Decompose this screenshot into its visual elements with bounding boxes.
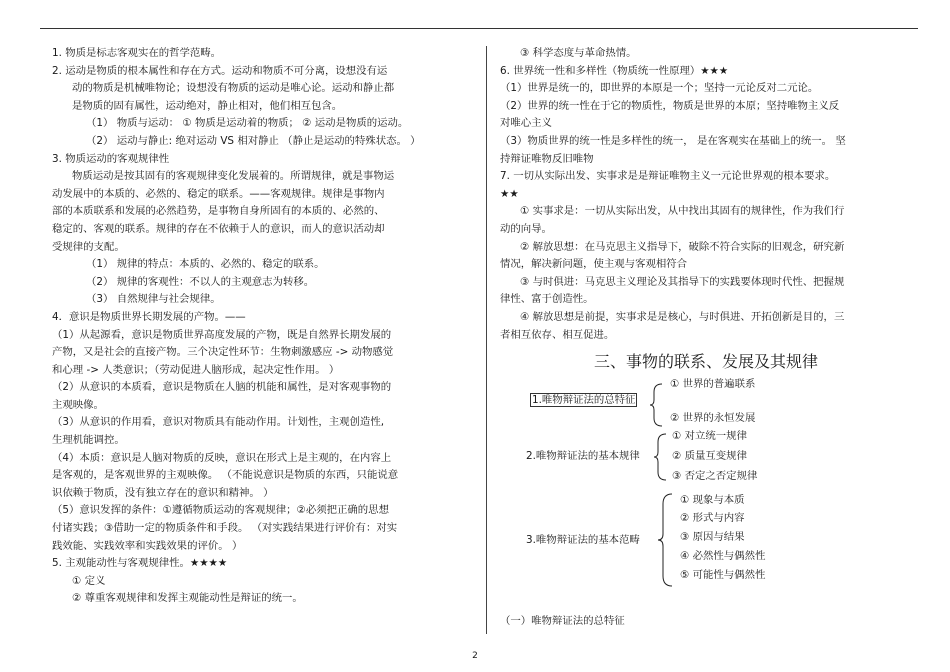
text-line: 情况，解决新问题，使主观与客观相符合: [500, 258, 688, 271]
text-line: ② 解放思想：在马克思主义指导下，破除不符合实际的旧观念，研究新: [520, 240, 845, 253]
text-line: （1）世界是统一的，即世界的本原是一个；坚持一元论反对二元论。: [500, 82, 819, 95]
text-line: 主观映像。: [52, 398, 104, 411]
dialectics-tree: [500, 378, 912, 588]
subsection-title: （一）唯物辩证法的总特征: [500, 615, 625, 627]
text-line: （1） 规律的特点：本质的、必然的、稳定的联系。: [86, 258, 325, 271]
text-line: （2）世界的统一性在于它的物质性，物质是世界的本原；坚持唯物主义反: [500, 99, 840, 112]
text-line: ② 尊重客观规律和发挥主观能动性是辩证的统一。: [72, 592, 303, 605]
text-line: 6. 世界统一性和多样性（物质统一性原理）★★★: [500, 64, 729, 77]
text-line: 3. 物质运动的客观规律性: [52, 152, 170, 165]
text-line: （2）从意识的本质看，意识是物质在人脑的机能和属性，是对客观事物的: [52, 381, 392, 394]
text-line: 产物，又是社会的直接产物。三个决定性环节：生物刺激感应 -> 动物感觉: [52, 346, 394, 359]
section-title: 三、事物的联系、发展及其规律: [593, 352, 818, 372]
page-number: 2: [472, 651, 478, 661]
text-line: 5. 主观能动性与客观规律性。★★★★: [52, 557, 228, 570]
text-line: 物质运动是按其固有的客观规律变化发展着的。所谓规律，就是事物运: [72, 170, 395, 183]
text-line: 7. 一切从实际出发、实事求是是辩证唯物主义一元论世界观的根本要求。: [500, 170, 836, 183]
text-line: 生理机能调控。: [52, 434, 125, 447]
tree-item-2-2: ② 质量互变规律: [672, 450, 747, 463]
text-line: 和心理 -> 人类意识；（劳动促进人脑形成，起决定性作用。 ）: [52, 363, 340, 376]
text-line: （2） 规律的客观性：不以人的主观意志为转移。: [86, 275, 315, 288]
tree-item-3-5: ⑤ 可能性与偶然性: [680, 569, 766, 582]
text-line: （3）物质世界的统一性是多样性的统一， 是在客观实在基础上的统一。 坚: [500, 134, 846, 147]
text-line: （2） 运动与静止: 绝对运动 VS 相对静止 （静止是运动的特殊状态。 ）: [86, 134, 421, 147]
tree-brace-3: [658, 492, 674, 588]
column-divider: [486, 46, 487, 634]
tree-item-3-2: ② 形式与内容: [680, 512, 745, 525]
text-line: ④ 解放思想是前提，实事求是是核心，与时俱进、开拓创新是目的，三: [520, 310, 845, 323]
text-line: （1）从起源看，意识是物质世界高度发展的产物，既是自然界长期发展的: [52, 328, 392, 341]
right-text-lines: [500, 45, 912, 344]
text-line: ★★: [500, 187, 519, 200]
text-line: ③ 科学态度与革命热情。: [520, 47, 637, 59]
text-line: 付诸实践；③借助一定的物质条件和手段。 （对实践结果进行评价有：对实: [52, 522, 398, 535]
tree-brace-2: [654, 432, 668, 482]
text-line: ③ 与时俱进：马克思主义理论及其指导下的实践要体现时代性、把握规: [520, 275, 845, 288]
text-line: 4．意识是物质世界长期发展的产物。——: [52, 310, 246, 323]
tree-item-3-4: ④ 必然性与偶然性: [680, 550, 766, 563]
text-line: （1） 物质与运动： ① 物质是运动着的物质； ② 运动是物质的运动。: [86, 117, 409, 130]
text-line: 稳定的、客观的联系。规律的存在不依赖于人的意识，而人的意识活动却: [52, 222, 385, 235]
text-line: 者相互依存、相互促进。: [500, 328, 615, 341]
left-column: [52, 45, 470, 608]
tree-brace-1: [650, 382, 664, 428]
text-line: 动的物质是机械唯物论；设想没有物质的运动是唯心论。运动和静止都: [72, 82, 395, 95]
text-line: （3） 自然规律与社会规律。: [86, 293, 221, 306]
tree-head-1: 1.唯物辩证法的总特征: [532, 394, 636, 407]
tree-item-2-3: ③ 否定之否定规律: [672, 470, 758, 483]
text-line: 持辩证唯物反旧唯物: [500, 152, 594, 165]
text-line: ① 定义: [72, 574, 106, 587]
text-line: 1. 物质是标志客观实在的哲学范畴。: [52, 47, 222, 59]
tree-item-3-1: ① 现象与本质: [680, 494, 745, 507]
text-line: ① 实事求是：一切从实际出发，从中找出其固有的规律性，作为我们行: [520, 205, 845, 218]
text-line: 识依赖于物质，没有独立存在的意识和精神。 ）: [52, 486, 274, 499]
text-line: （3）从意识的作用看，意识对物质具有能动作用。计划性，主观创造性,: [52, 416, 385, 429]
text-line: （4）本质：意识是人脑对物质的反映，意识在形式上是主观的，在内容上: [52, 451, 392, 464]
text-line: 受规律的支配。: [52, 240, 125, 253]
text-line: 是客观的，是客观世界的主观映像。 （不能说意识是物质的东西，只能说意: [52, 469, 399, 482]
text-line: 动发展中的本质的、必然的、稳定的联系。——客观规律。规律是事物内: [52, 187, 385, 200]
text-line: 动的向导。: [500, 222, 552, 235]
text-line: 对唯心主义: [500, 117, 552, 130]
text-line: 是物质的固有属性，运动绝对，静止相对，他们相互包含。: [72, 99, 343, 112]
text-line: （5）意识发挥的条件：①遵循物质运动的客观规律；②必须把正确的思想: [52, 504, 389, 517]
tree-item-1-1: ① 世界的普遍联系: [670, 378, 756, 391]
tree-head-3: 3.唯物辩证法的基本范畴: [526, 534, 640, 547]
text-line: 2. 运动是物质的根本属性和存在方式。运动和物质不可分离，设想没有运: [52, 64, 388, 77]
text-line: 律性、富于创造性。: [500, 293, 594, 306]
tree-item-2-1: ① 对立统一规律: [672, 430, 747, 443]
tree-item-3-3: ③ 原因与结果: [680, 531, 745, 544]
tree-head-2: 2.唯物辩证法的基本规律: [526, 450, 640, 463]
text-line: 践效能、实践效率和实践效果的评价。 ）: [52, 539, 243, 552]
right-column: [500, 45, 912, 588]
tree-item-1-2: ② 世界的永恒发展: [670, 412, 756, 425]
header-rule: [40, 28, 918, 29]
text-line: 部的本质联系和发展的必然趋势，是事物自身所固有的本质的、必然的、: [52, 205, 385, 218]
